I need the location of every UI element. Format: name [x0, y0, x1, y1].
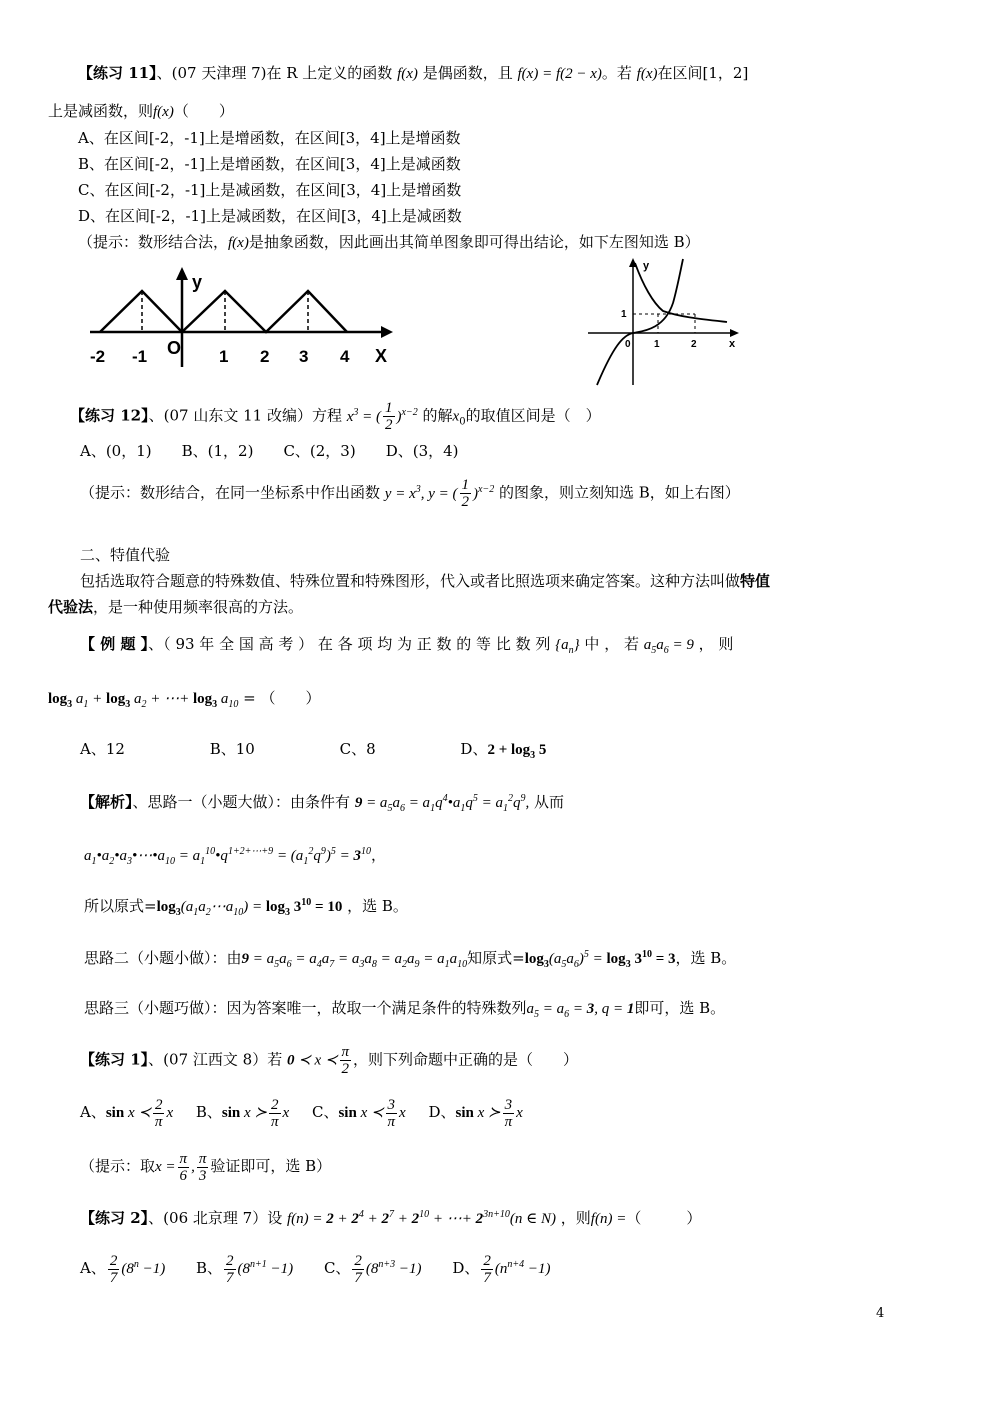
example-line1: 【 例 题 】、（ 93 年 全 国 高 考 ） 在 各 项 均 为 正 数 的 等 比 数 列 $\{a_n\}$ 中 ， 若 $a_5a_6 = 9$ ， 则 — [80, 635, 734, 656]
left-tick: 4 — [340, 347, 350, 366]
left-origin-label: O — [167, 338, 182, 358]
page-number: 4 — [876, 1306, 885, 1321]
ex1-head: 【练习 1】 — [80, 1050, 149, 1069]
section-paragraph-line2: 代验法，是一种使用频率很高的方法。 — [48, 598, 304, 616]
left-tick: -2 — [90, 347, 106, 366]
ex11-line1: 【练习 11】、(07 天津理 7)在 R 上定义的函数 f(x) 是偶函数，且 f(x) = f(2 − x)。若 f(x)在区间[1，2] — [78, 64, 749, 82]
left-y-label: y — [192, 272, 203, 292]
ex11-option-b: B、在区间[-2，-1]上是增函数，在区间[3，4]上是减函数 — [78, 155, 461, 173]
example-options: A、12 B、10 C、8 D、$2 + \log_3 5$ — [80, 740, 547, 761]
ex12-hint: （提示：数形结合，在同一坐标系中作出函数 $y = x^3$, y = ( $\frac{1}{2}$ )$^{x-2}$ 的图象，则立刻知选 B，如上右图） — [80, 477, 740, 510]
ex1-option-d: D、sin x ≻ $\frac{3}{\pi}$ x — [428, 1096, 523, 1130]
ex11-line2: 上是减函数，则f(x)（ ） — [48, 102, 234, 120]
ex11-hint: （提示：数形结合法，f(x)是抽象函数，因此画出其简单图象即可得出结论，如下左图知选 B） — [78, 233, 700, 251]
left-x-label: X — [375, 346, 388, 366]
ex2-option-a: A、 $\frac{2}{7}$ $(8^n -1)$ — [80, 1252, 166, 1286]
solution-line1: 【解析】、思路一（小题大做）：由条件有 $9 = a_5a_6$ = $a_1q^4•a_1q^5 = a_1^2q^9$, 从而 — [80, 793, 564, 814]
ex2-option-d: D、 $\frac{2}{7}$ $(n^{n+4} -1)$ — [452, 1252, 551, 1286]
ex1-option-a: A、sin x ≺ $\frac{2}{\pi}$ x — [80, 1096, 174, 1130]
ex1-options — [80, 1094, 523, 1131]
ex12-head: 【练习 12】 — [70, 406, 149, 425]
example-option-d: D、 — [460, 740, 488, 758]
even-function-graph — [85, 262, 405, 372]
section-title: 二、特值代验 — [80, 546, 171, 564]
example-head: 【 例 题 】 — [80, 635, 149, 653]
right-y-label: y — [643, 260, 650, 272]
left-tick: 2 — [260, 347, 270, 366]
solution-line3: 所以原式$=\log_3(a_1a_2\cdots a_{10}) = \log_3 3^{10} = 10$ ，选 B。 — [84, 897, 408, 918]
ex1-option-c: C、sin x ≺ $\frac{3}{\pi}$ x — [311, 1096, 406, 1130]
left-tick: 3 — [299, 347, 309, 366]
right-tick-1: 1 — [654, 339, 660, 350]
right-tick-2: 2 — [691, 339, 697, 350]
example-option-c: C、8 — [339, 740, 376, 758]
solution-line2: $a_1•a_2•a_3•\cdots•a_{10}$ = $a_1^{10}•q^{1+2+\cdots+9} = (a_1^2q^9)^5 = 3^{10}$， — [84, 846, 386, 867]
ex2-option-b: B、 $\frac{2}{7}$ $(8^{n+1} -1)$ — [196, 1252, 294, 1286]
ex1-hint: （提示：取x = $\frac{\pi}{6}$ , $\frac{\pi}{3}$ 验证即可，选 B） — [80, 1150, 332, 1184]
left-tick: 1 — [219, 347, 229, 366]
right-origin-label: 0 — [625, 339, 631, 350]
ex1-option-b: B、sin x ≻ $\frac{2}{\pi}$ x — [195, 1096, 290, 1130]
example-option-b: B、10 — [209, 740, 255, 758]
solution-line5: 思路三（小题巧做）：因为答案唯一，故取一个满足条件的特殊数列$a_5 = a_6 = 3$, q = 1即可，选 B。 — [84, 999, 726, 1020]
solution-head: 【解析】 — [80, 793, 133, 811]
left-tick: -1 — [132, 347, 148, 366]
example-option-a: A、12 — [80, 740, 125, 758]
section-paragraph-line1: 包括选取符合题意的特殊数值、特殊位置和特殊图形，代入或者比照选项来确定答案。这种方法叫做特值 — [80, 572, 771, 590]
ex11-option-d: D、在区间[-2，-1]上是减函数，在区间[3，4]上是减函数 — [78, 207, 462, 225]
ex2-line1: 【练习 2】、(06 北京理 7）设 $f(n) = 2 + 2^4 + 2^7 + 2^{10}$ + ⋯+ $2^{3n+10}(n$ ∈ N) ，则f(n) =（ ） — [80, 1209, 702, 1227]
ex12-options: A、(0，1) B、(1，2) C、(2，3) D、(3，4) — [80, 442, 459, 460]
ex11-head: 【练习 11】 — [78, 64, 157, 82]
intersection-graph — [585, 255, 745, 390]
ex11-option-a: A、在区间[-2，-1]上是增函数，在区间[3，4]上是增函数 — [78, 129, 461, 147]
ex2-option-c: C、 $\frac{2}{7}$ $(8^{n+3} -1)$ — [323, 1252, 422, 1286]
ex2-options — [80, 1250, 550, 1287]
right-x-label: x — [729, 338, 736, 350]
solution-line4: 思路二（小题小做）：由$9 = a_5a_6 = a_4a_7 = a_3a_8 = a_2a_9 = a_1a_{10}$知原式$=\log_3(a_5a_6)^5 = \log_3 3^{10} = 3$，选 B。 — [84, 949, 737, 970]
right-y1-label: 1 — [621, 309, 627, 320]
example-line2: $\log_3 a_1 + \log_3 a_2$ + ⋯+ $\log_3 a_{10}$ = （ ） — [48, 689, 321, 710]
ex1-line1: 【练习 1】、(07 江西文 8）若 0 ≺ x ≺ $\frac{\pi}{2}$ ，则下列命题中正确的是（ ） — [80, 1044, 579, 1077]
ex2-head: 【练习 2】 — [80, 1209, 149, 1227]
ex12-line1: 【练习 12】、(07 山东文 11 改编）方程 $x^3$ = ( $\frac{1}{2}$ )$^{x-2}$ 的解$x_0$的取值区间是（ ） — [70, 400, 601, 433]
ex11-option-c: C、在区间[-2，-1]上是减函数，在区间[3，4]上是增函数 — [78, 181, 462, 199]
